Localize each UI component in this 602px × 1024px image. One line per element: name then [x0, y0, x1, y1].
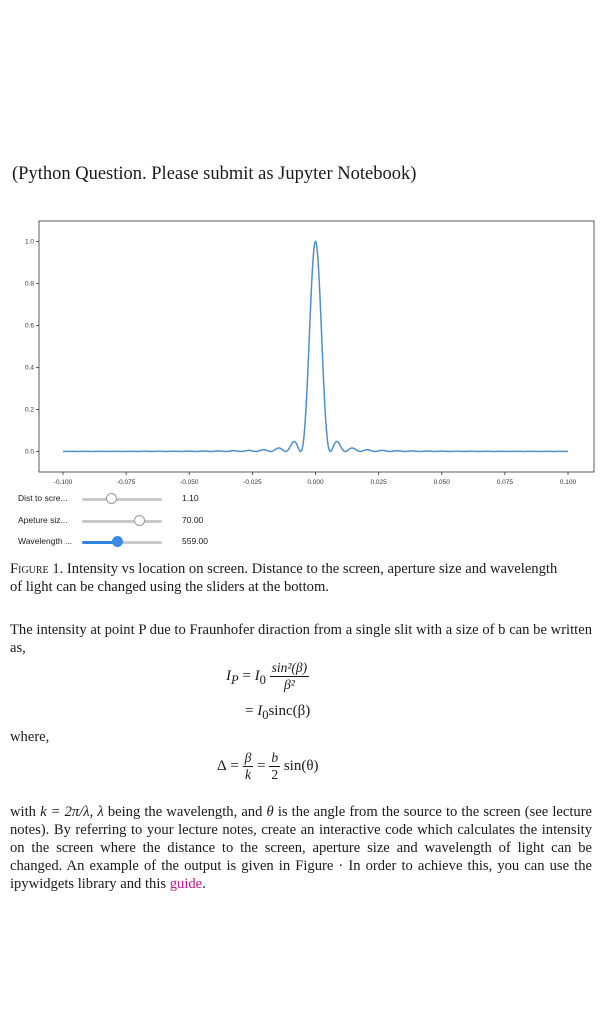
figure-caption [10, 560, 570, 596]
delta-eq-equals-2: = [257, 757, 266, 774]
intensity-series-line [63, 241, 568, 451]
sinc-eq-fn: sinc(β) [268, 703, 311, 719]
y-tick-label: 0.6 [24, 322, 34, 330]
delta-eq-sin: sin(θ) [283, 757, 319, 774]
wavelength-slider-value: 559.00 [182, 536, 208, 546]
intro-paragraph: The intensity at point P due to Fraunhofer diraction from a single slit with a size of b can be written as, [10, 622, 592, 656]
wavelength-slider-track[interactable] [82, 541, 162, 544]
delta-fraction-1-num: β [244, 750, 252, 765]
sinc-equation [245, 703, 310, 723]
guide-link[interactable]: guide [169, 876, 203, 892]
x-tick-label: -0.075 [116, 479, 136, 486]
figure-caption-text: Intensity vs location on screen. Distance to the screen, aperture size and wavelength of light can be changed using the sliders at the bottom. [10, 561, 558, 595]
delta-symbol: Δ [217, 757, 227, 774]
aperture-slider-track[interactable] [82, 520, 162, 523]
x-tick-label: -0.100 [53, 479, 73, 486]
x-tick-label: 0.025 [370, 479, 387, 486]
eq-equals: = [242, 667, 251, 684]
wavelength-slider-handle[interactable] [112, 536, 123, 547]
task-text-2: being the wavelength, and [107, 804, 263, 820]
y-tick-label: 1.0 [24, 238, 34, 246]
chart-frame [39, 221, 594, 472]
distance-slider-value: 1.10 [182, 493, 199, 503]
aperture-slider-widget[interactable] [18, 510, 278, 532]
distance-slider-label: Dist to scre... [18, 493, 68, 503]
eq-i0-sub: 0 [259, 672, 266, 687]
delta-fraction-2-den: 2 [271, 767, 279, 782]
delta-equation [217, 750, 319, 783]
eq-fraction-denominator: β² [283, 677, 295, 692]
task-text-1: with [10, 804, 36, 820]
sinc-eq-i0-sub: 0 [262, 708, 269, 722]
sinc-eq-equals: = [245, 703, 254, 719]
wavelength-slider-label: Wavelength ... [18, 536, 73, 546]
distance-slider-handle[interactable] [106, 493, 117, 504]
task-text-3: is the angle from the source to the screen (see lecture notes). By referring to your lecture notes, create an interactive code which calculates the intensity on the screen where the distance to the screen, aperture size and wavelength of light can be changed. An example of the output is given in Figure · In order to achieve this, you can use the ipywidgets library and this [10, 804, 593, 892]
aperture-slider-label: Apeture siz... [18, 515, 68, 525]
x-tick-label: -0.025 [243, 479, 262, 486]
x-tick-label: 0.075 [496, 479, 514, 486]
eq-lhs: I [226, 667, 231, 684]
delta-fraction-1 [243, 750, 254, 783]
sinc-eq-i0: I [257, 703, 263, 719]
distance-slider-widget[interactable] [18, 488, 278, 510]
question-heading: (Python Question. Please submit as Jupyter Notebook) [12, 164, 417, 184]
x-tick-label: 0.100 [559, 479, 577, 486]
distance-slider-track[interactable] [82, 498, 162, 501]
eq-lhs-sub: P [231, 672, 239, 687]
delta-fraction-1-den: k [244, 767, 251, 782]
task-math-theta: θ [266, 804, 274, 820]
chart-ticks [25, 239, 577, 486]
eq-i0: I [254, 667, 260, 684]
delta-fraction-2-num: b [271, 750, 279, 765]
eq-fraction [270, 660, 310, 693]
eq-fraction-numerator: sin²(β) [271, 660, 308, 675]
x-tick-label: 0.000 [307, 479, 324, 486]
task-paragraph [10, 803, 592, 893]
task-math-k: k = 2π/λ, λ [40, 804, 104, 820]
y-tick-label: 0.0 [24, 448, 34, 456]
y-tick-label: 0.4 [24, 364, 34, 372]
y-tick-label: 0.2 [24, 406, 34, 414]
intensity-equation [226, 660, 309, 693]
wavelength-slider-widget[interactable] [18, 531, 278, 553]
where-text: where, [10, 729, 50, 745]
intensity-chart [0, 216, 602, 492]
x-tick-label: 0.050 [433, 479, 450, 486]
aperture-slider-value: 70.00 [182, 515, 204, 525]
delta-fraction-2 [269, 750, 280, 783]
figure-caption-label: Figure 1. [10, 561, 64, 577]
aperture-slider-handle[interactable] [134, 515, 145, 526]
chart-axes [39, 221, 594, 472]
task-text-end: . [202, 876, 206, 892]
x-tick-label: -0.050 [180, 479, 199, 486]
delta-eq-equals-1: = [230, 757, 239, 774]
y-tick-label: 0.8 [24, 280, 34, 288]
